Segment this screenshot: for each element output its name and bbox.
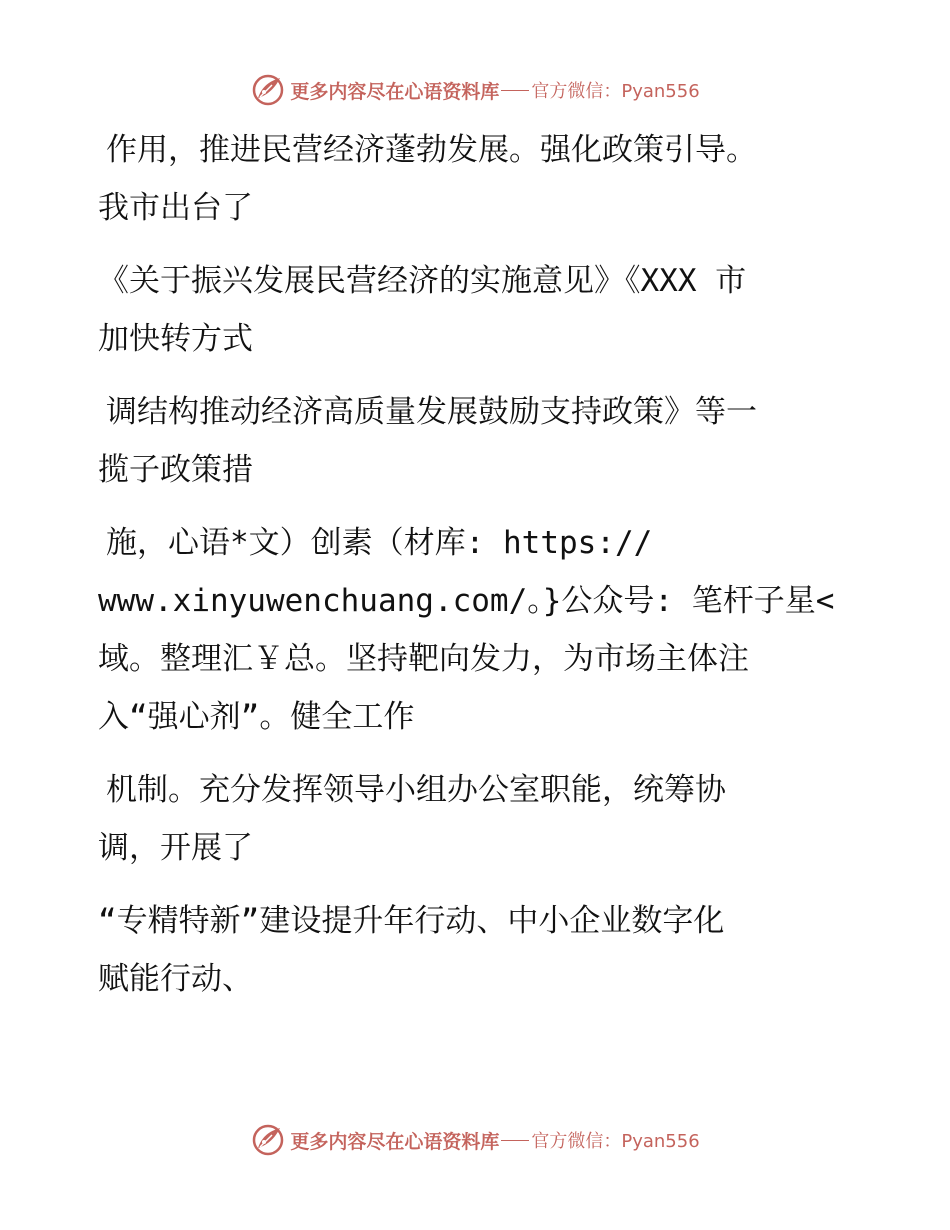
text-line: “专精特新”建设提升年行动、中小企业数字化 <box>98 903 725 939</box>
footer-watermark <box>0 1118 950 1162</box>
paragraph <box>98 761 838 877</box>
watermark-dash <box>501 1140 529 1141</box>
text-line: 调结构推动经济高质量发展鼓励支持政策》等一 <box>106 394 757 430</box>
text-line: 我市出台了 <box>98 190 253 226</box>
text-line: 域。整理汇￥总。坚持靶向发力，为市场主体注 <box>98 641 749 677</box>
watermark-text: 更多内容尽在心语资料库 <box>290 80 500 103</box>
watermark-wechat: 官方微信：Pyan556 <box>531 1131 700 1152</box>
text-line: www.xinyuwenchuang.com/。}公众号: 笔杆子星< <box>98 583 835 619</box>
paragraph <box>98 121 838 237</box>
watermark-dash <box>501 90 529 91</box>
text-line: 加快转方式 <box>98 321 253 357</box>
text-line: 调，开展了 <box>98 830 253 866</box>
text-line: 《关于振兴发展民营经济的实施意见》《XXX 市 <box>98 263 747 299</box>
leaf-pen-logo-icon <box>250 1122 286 1158</box>
paragraph <box>98 514 838 746</box>
text-line: 机制。充分发挥领导小组办公室职能，统筹协 <box>106 772 726 808</box>
leaf-pen-logo-icon <box>250 72 286 108</box>
header-watermark <box>0 68 950 112</box>
text-line: 施，心语*文）创素（材库: https:// <box>106 525 653 561</box>
text-line: 赋能行动、 <box>98 961 253 997</box>
document-body <box>98 121 838 1008</box>
paragraph <box>98 383 838 499</box>
paragraph <box>98 892 838 1008</box>
text-line: 入“强心剂”。健全工作 <box>98 699 415 735</box>
paragraph <box>98 252 838 368</box>
text-line: 揽子政策措 <box>98 452 253 488</box>
watermark-wechat: 官方微信：Pyan556 <box>531 81 700 102</box>
watermark-text: 更多内容尽在心语资料库 <box>290 1130 500 1153</box>
text-line: 作用，推进民营经济蓬勃发展。强化政策引导。 <box>106 132 757 168</box>
